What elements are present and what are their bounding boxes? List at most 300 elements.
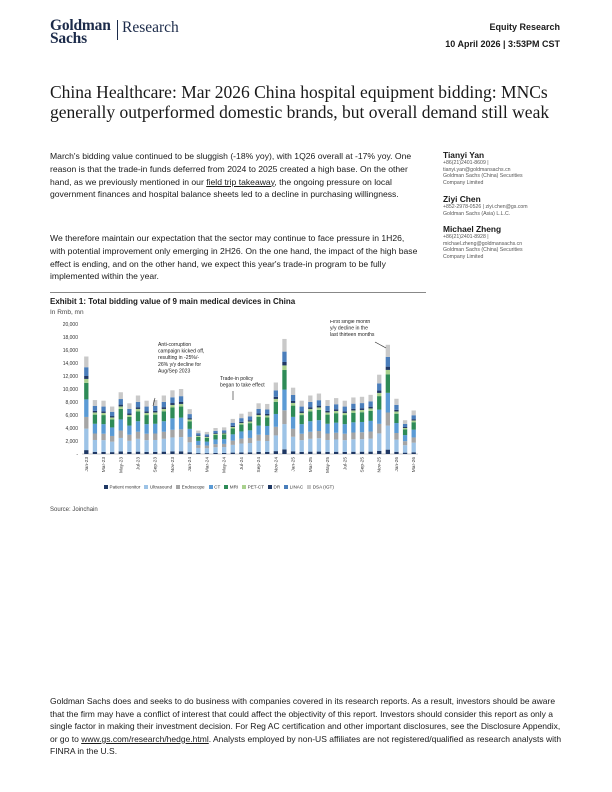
bar-segment bbox=[136, 439, 140, 452]
x-tick-label: Mar-26 bbox=[412, 457, 418, 473]
bar-segment bbox=[213, 435, 217, 439]
bar-segment bbox=[386, 413, 390, 426]
bar-segment bbox=[239, 423, 243, 425]
bar-segment bbox=[136, 421, 140, 432]
bar-segment bbox=[239, 418, 243, 422]
x-tick-label: Jul-25 bbox=[343, 457, 349, 471]
bar-segment bbox=[394, 410, 398, 412]
bar-segment bbox=[127, 426, 131, 435]
bar-segment bbox=[343, 401, 347, 407]
annotation-trade-in-line: began to take effect bbox=[220, 382, 265, 389]
bar-segment bbox=[351, 404, 355, 409]
bar-segment bbox=[274, 414, 278, 427]
bar-segment bbox=[84, 383, 88, 400]
bar-segment bbox=[93, 440, 97, 452]
legend-swatch bbox=[284, 485, 288, 489]
bar-segment bbox=[231, 426, 235, 427]
bar-segment bbox=[170, 405, 174, 408]
bar-segment bbox=[248, 452, 252, 454]
bar-segment bbox=[291, 406, 295, 417]
legend-swatch bbox=[224, 485, 228, 489]
bar-segment bbox=[110, 417, 114, 419]
bar-segment bbox=[127, 435, 131, 441]
bar-segment bbox=[308, 402, 312, 407]
bar-segment bbox=[144, 440, 148, 452]
bar-segment bbox=[213, 444, 217, 447]
legend-label: MRI bbox=[229, 484, 239, 490]
bar-segment bbox=[317, 420, 321, 431]
bar-segment bbox=[110, 407, 114, 412]
bar-segment bbox=[248, 438, 252, 443]
bar-segment bbox=[317, 438, 321, 451]
chart-svg bbox=[50, 320, 426, 498]
bar-segment bbox=[325, 406, 329, 411]
bar-segment bbox=[170, 403, 174, 405]
y-tick-label: 14,000 bbox=[62, 360, 78, 367]
bar-segment bbox=[351, 452, 355, 454]
bar-segment bbox=[368, 432, 372, 439]
bar-segment bbox=[84, 357, 88, 368]
bar-segment bbox=[162, 409, 166, 411]
bar-segment bbox=[377, 383, 381, 390]
paragraph-1-text-b: , the ongoing pressure on local government finances and hospital balance sheets led to a decline in purchasing willingness. bbox=[50, 176, 399, 200]
bar-segment bbox=[265, 415, 269, 417]
logo-line-1: Goldman bbox=[50, 17, 111, 34]
author-company-2: Company Limited bbox=[443, 253, 484, 260]
bar-segment bbox=[343, 413, 347, 415]
bar-segment bbox=[119, 399, 123, 405]
footer-text-a: Goldman Sachs does and seeks to do business with companies covered in its research reports. As a result, investors should be aware that the firm may have a conflict of interest that could affect the objectivity of this report. Investors should consider this report as only a single factor in making their investment decision. For Reg AC certification and other important disclosures, see the Disclosure Appendix, or go to bbox=[50, 696, 561, 744]
bar-segment bbox=[170, 418, 174, 429]
bar-segment bbox=[162, 411, 166, 421]
y-tick-label: 8,000 bbox=[65, 399, 78, 406]
bar-segment bbox=[93, 400, 97, 406]
bar-segment bbox=[162, 396, 166, 402]
bar-segment bbox=[265, 452, 269, 454]
bar-segment bbox=[300, 415, 304, 424]
bar-segment bbox=[343, 452, 347, 454]
bar-segment bbox=[119, 438, 123, 452]
x-tick-label: Mar-25 bbox=[308, 457, 314, 473]
bar-segment bbox=[205, 432, 209, 434]
bar-segment bbox=[377, 424, 381, 434]
bar-segment bbox=[412, 430, 416, 438]
bar-segment bbox=[222, 427, 226, 430]
bar-segment bbox=[248, 443, 252, 452]
bar-segment bbox=[394, 423, 398, 433]
bar-segment bbox=[196, 431, 200, 434]
exhibit-title: Exhibit 1: Total bidding value of 9 main medical devices in China bbox=[50, 297, 296, 306]
bar-segment bbox=[274, 383, 278, 391]
bar-segment bbox=[231, 434, 235, 440]
bar-segment bbox=[377, 410, 381, 424]
bar-segment bbox=[325, 415, 329, 424]
bar-segment bbox=[274, 435, 278, 451]
bar-segment bbox=[386, 345, 390, 357]
bar-segment bbox=[256, 426, 260, 435]
bar-segment bbox=[368, 439, 372, 452]
x-tick-label: Sep-23 bbox=[153, 457, 159, 473]
bar-segment bbox=[325, 433, 329, 439]
bar-segment bbox=[84, 450, 88, 454]
bar-segment bbox=[360, 432, 364, 439]
bar-segment bbox=[162, 421, 166, 432]
bar-segment bbox=[222, 430, 226, 432]
bar-segment bbox=[325, 440, 329, 452]
bar-segment bbox=[248, 423, 252, 430]
bar-segment bbox=[325, 411, 329, 413]
y-tick-label: 6,000 bbox=[65, 412, 78, 419]
bar-segment bbox=[179, 396, 183, 402]
bar-segment bbox=[136, 407, 140, 409]
bar-segment bbox=[256, 409, 260, 414]
x-tick-label: Jul-24 bbox=[239, 457, 245, 471]
bar-segment bbox=[308, 421, 312, 432]
bar-segment bbox=[325, 400, 329, 406]
bar-segment bbox=[351, 413, 355, 423]
bar-segment bbox=[343, 407, 347, 412]
bar-segment bbox=[308, 407, 312, 409]
bar-segment bbox=[317, 452, 321, 454]
bar-segment bbox=[308, 439, 312, 452]
bar-segment bbox=[412, 410, 416, 415]
x-tick-label: Nov-25 bbox=[377, 457, 383, 473]
bar-segment bbox=[334, 409, 338, 411]
bar-segment bbox=[101, 440, 105, 452]
bar-segment bbox=[274, 402, 278, 414]
bar-segment bbox=[188, 421, 192, 429]
bar-segment bbox=[351, 397, 355, 403]
bar-segment bbox=[403, 445, 407, 452]
bar-segment bbox=[144, 401, 148, 407]
annotation-arrow bbox=[375, 342, 386, 348]
bar-segment bbox=[282, 410, 286, 424]
bar-segment bbox=[412, 437, 416, 442]
y-tick-label: 16,000 bbox=[62, 347, 78, 354]
bar-segment bbox=[377, 393, 381, 396]
bar-segment bbox=[343, 434, 347, 440]
bar-segment bbox=[170, 390, 174, 397]
bar-segment bbox=[394, 411, 398, 413]
annotation-trade-in-line: Trade-in policy bbox=[220, 376, 254, 382]
bar-segment bbox=[291, 388, 295, 395]
x-tick-label: Jan-23 bbox=[84, 457, 90, 472]
author-block-1 bbox=[443, 150, 573, 186]
bar-segment bbox=[188, 452, 192, 454]
bar-segment bbox=[205, 434, 209, 436]
bar-segment bbox=[136, 411, 140, 421]
bar-segment bbox=[222, 433, 226, 434]
bar-segment bbox=[377, 433, 381, 450]
bar-segment bbox=[377, 375, 381, 384]
bar-segment bbox=[403, 429, 407, 435]
bar-segment bbox=[144, 407, 148, 412]
bar-segment bbox=[334, 413, 338, 423]
bar-segment bbox=[205, 453, 209, 454]
bar-segment bbox=[222, 444, 226, 447]
bar-segment bbox=[188, 409, 192, 414]
exhibit-source: Source: Joinchain bbox=[50, 507, 98, 513]
bar-segment bbox=[360, 410, 364, 412]
bar-segment bbox=[360, 412, 364, 422]
author-email[interactable]: tianyi.yan@goldmansachs.cn bbox=[443, 166, 511, 173]
bar-segment bbox=[377, 396, 381, 409]
bar-segment bbox=[153, 452, 157, 454]
bar-segment bbox=[412, 452, 416, 454]
bar-segment bbox=[386, 374, 390, 393]
annotation-first-decline-line: last thirteen months bbox=[330, 332, 375, 339]
bar-segment bbox=[239, 422, 243, 423]
bar-segment bbox=[127, 417, 131, 426]
bar-segment bbox=[351, 439, 355, 451]
bar-segment bbox=[282, 390, 286, 411]
x-tick-label: May-23 bbox=[119, 457, 125, 473]
bar-segment bbox=[101, 413, 105, 415]
bar-segment bbox=[239, 439, 243, 444]
bar-segment bbox=[188, 414, 192, 418]
bar-segment bbox=[368, 452, 372, 454]
bar-segment bbox=[119, 419, 123, 430]
bar-segment bbox=[368, 395, 372, 402]
bar-segment bbox=[153, 406, 157, 411]
goldman-sachs-logo bbox=[50, 19, 111, 45]
author-email[interactable]: michael.zheng@goldmansachs.cn bbox=[443, 240, 523, 247]
bar-segment bbox=[153, 440, 157, 452]
y-tick-label: 12,000 bbox=[62, 373, 78, 380]
legend-label: Ultrasound bbox=[149, 484, 173, 490]
bar-segment bbox=[291, 403, 295, 406]
bidding-value-chart bbox=[50, 320, 426, 498]
author-block-2 bbox=[443, 194, 573, 217]
bar-segment bbox=[196, 433, 200, 435]
field-trip-link[interactable]: field trip takeaway bbox=[206, 176, 275, 187]
bar-segment bbox=[403, 427, 407, 428]
bar-segment bbox=[308, 409, 312, 411]
bar-segment bbox=[213, 431, 217, 433]
legend-label: DSA (IGT) bbox=[312, 484, 334, 490]
bar-segment bbox=[110, 436, 114, 442]
bar-segment bbox=[84, 367, 88, 376]
bar-segment bbox=[412, 422, 416, 429]
bar-segment bbox=[343, 424, 347, 434]
bar-segment bbox=[196, 445, 200, 448]
legend-swatch bbox=[307, 485, 311, 489]
bar-segment bbox=[93, 452, 97, 454]
bar-segment bbox=[256, 452, 260, 454]
bar-segment bbox=[256, 435, 260, 441]
bar-segment bbox=[300, 401, 304, 407]
bar-segment bbox=[256, 415, 260, 417]
bar-segment bbox=[256, 403, 260, 409]
bar-segment bbox=[144, 424, 148, 434]
bar-segment bbox=[144, 411, 148, 413]
bar-segment bbox=[360, 422, 364, 432]
bar-segment bbox=[351, 409, 355, 411]
bar-segment bbox=[179, 389, 183, 396]
bar-segment bbox=[222, 447, 226, 453]
bar-segment bbox=[274, 399, 278, 402]
bar-segment bbox=[325, 412, 329, 414]
bar-segment bbox=[351, 410, 355, 412]
bar-segment bbox=[205, 442, 209, 446]
bar-segment bbox=[282, 449, 286, 454]
disclosure-link[interactable]: www.gs.com/research/hedge.html bbox=[81, 733, 209, 744]
bar-segment bbox=[213, 434, 217, 435]
bar-segment bbox=[84, 429, 88, 450]
bar-segment bbox=[231, 427, 235, 428]
bar-segment bbox=[394, 414, 398, 423]
author-phone: +86(21)2401-8928 | bbox=[443, 234, 489, 240]
bar-segment bbox=[144, 452, 148, 454]
bar-segment bbox=[119, 431, 123, 438]
y-tick-label: 18,000 bbox=[62, 334, 78, 341]
bar-segment bbox=[127, 415, 131, 417]
bar-segment bbox=[93, 424, 97, 434]
bar-segment bbox=[93, 406, 97, 411]
bar-segment bbox=[170, 397, 174, 403]
bar-segment bbox=[386, 450, 390, 454]
bar-segment bbox=[265, 435, 269, 441]
bar-segment bbox=[368, 401, 372, 406]
bar-segment bbox=[153, 411, 157, 413]
bar-segment bbox=[162, 407, 166, 409]
bar-segment bbox=[403, 420, 407, 424]
bar-segment bbox=[325, 424, 329, 434]
bar-segment bbox=[119, 406, 123, 408]
bar-segment bbox=[179, 437, 183, 451]
bar-segment bbox=[188, 419, 192, 421]
bar-segment bbox=[300, 424, 304, 434]
legend-label: LINAC bbox=[289, 484, 304, 490]
bar-segment bbox=[300, 407, 304, 412]
bar-segment bbox=[386, 367, 390, 370]
bar-segment bbox=[403, 428, 407, 429]
bar-segment bbox=[265, 414, 269, 416]
bar-segment bbox=[291, 451, 295, 454]
bar-segment bbox=[188, 442, 192, 452]
bar-segment bbox=[317, 407, 321, 409]
bar-segment bbox=[231, 441, 235, 445]
paragraph-1 bbox=[50, 150, 420, 201]
bar-segment bbox=[351, 433, 355, 440]
author-name: Tianyi Yan bbox=[443, 150, 485, 160]
bar-segment bbox=[265, 404, 269, 410]
bar-segment bbox=[282, 370, 286, 390]
bar-segment bbox=[300, 452, 304, 454]
x-tick-label: Sep-24 bbox=[257, 457, 263, 473]
bar-segment bbox=[308, 432, 312, 439]
bar-segment bbox=[343, 415, 347, 424]
bar-segment bbox=[196, 437, 200, 441]
bar-segment bbox=[196, 436, 200, 437]
bar-segment bbox=[412, 443, 416, 453]
legend-label: PET-CT bbox=[247, 484, 265, 490]
bar-segment bbox=[300, 411, 304, 413]
bar-segment bbox=[300, 413, 304, 415]
x-tick-label: Mar-23 bbox=[102, 457, 108, 473]
bar-segment bbox=[188, 418, 192, 419]
author-company: Goldman Sachs (Asia) L.L.C. bbox=[443, 210, 511, 217]
bar-segment bbox=[291, 437, 295, 452]
bar-segment bbox=[101, 401, 105, 407]
y-tick-label: 2,000 bbox=[65, 438, 78, 445]
bar-segment bbox=[317, 400, 321, 405]
bar-segment bbox=[334, 423, 338, 433]
bar-segment bbox=[136, 402, 140, 407]
bar-segment bbox=[101, 434, 105, 440]
bar-segment bbox=[317, 431, 321, 438]
bar-segment bbox=[101, 415, 105, 424]
bar-segment bbox=[179, 418, 183, 430]
bar-segment bbox=[196, 441, 200, 445]
bar-segment bbox=[84, 376, 88, 379]
bar-segment bbox=[101, 411, 105, 413]
bar-segment bbox=[213, 439, 217, 444]
x-tick-label: May-24 bbox=[222, 457, 228, 473]
bar-segment bbox=[412, 419, 416, 420]
bar-segment bbox=[127, 403, 131, 409]
bar-segment bbox=[403, 424, 407, 427]
author-contact[interactable]: +852-2978-0526 | ziyi.chen@gs.com bbox=[443, 204, 528, 210]
annotation-anti-corruption-line: Anti-corruption bbox=[158, 342, 192, 348]
bar-segment bbox=[205, 446, 209, 449]
bar-segment bbox=[213, 428, 217, 431]
bar-segment bbox=[101, 452, 105, 454]
exhibit-subtitle: In Rmb, mn bbox=[50, 309, 84, 316]
bar-segment bbox=[317, 394, 321, 401]
bar-segment bbox=[213, 453, 217, 454]
bar-segment bbox=[386, 393, 390, 413]
x-tick-label: Mar-24 bbox=[205, 457, 211, 473]
annotation-anti-corruption-line: resulting in -25%/- bbox=[158, 355, 200, 362]
bar-segment bbox=[93, 412, 97, 414]
bar-segment bbox=[386, 426, 390, 450]
bar-segment bbox=[265, 441, 269, 452]
bar-segment bbox=[239, 444, 243, 453]
bar-segment bbox=[127, 413, 131, 415]
bar-segment bbox=[101, 407, 105, 412]
bar-segment bbox=[282, 365, 286, 370]
bar-segment bbox=[231, 445, 235, 453]
annotation-first-decline-line: First single month bbox=[330, 320, 371, 325]
x-tick-label: May-25 bbox=[326, 457, 332, 473]
bar-segment bbox=[386, 370, 390, 374]
legend-swatch bbox=[209, 485, 213, 489]
bar-segment bbox=[179, 402, 183, 404]
bar-segment bbox=[153, 415, 157, 424]
bar-segment bbox=[196, 435, 200, 436]
bar-segment bbox=[110, 442, 114, 452]
disclosure-footer bbox=[50, 695, 570, 758]
bar-segment bbox=[334, 439, 338, 451]
bar-segment bbox=[136, 396, 140, 402]
bar-segment bbox=[213, 447, 217, 453]
bar-segment bbox=[334, 411, 338, 413]
x-tick-label: Nov-23 bbox=[170, 457, 176, 473]
bar-segment bbox=[256, 417, 260, 426]
bar-segment bbox=[119, 452, 123, 454]
bar-segment bbox=[110, 412, 114, 416]
legend-label: CT bbox=[214, 484, 221, 490]
author-phone: +86(21)2401-8609 | bbox=[443, 160, 489, 166]
y-tick-label: 4,000 bbox=[65, 425, 78, 432]
bar-segment bbox=[196, 448, 200, 453]
bar-segment bbox=[360, 452, 364, 454]
annotation-anti-corruption-line: Aug/Sep 2023 bbox=[158, 368, 191, 375]
bar-segment bbox=[274, 451, 278, 454]
bar-segment bbox=[188, 429, 192, 437]
y-tick-label: 20,000 bbox=[62, 321, 78, 328]
